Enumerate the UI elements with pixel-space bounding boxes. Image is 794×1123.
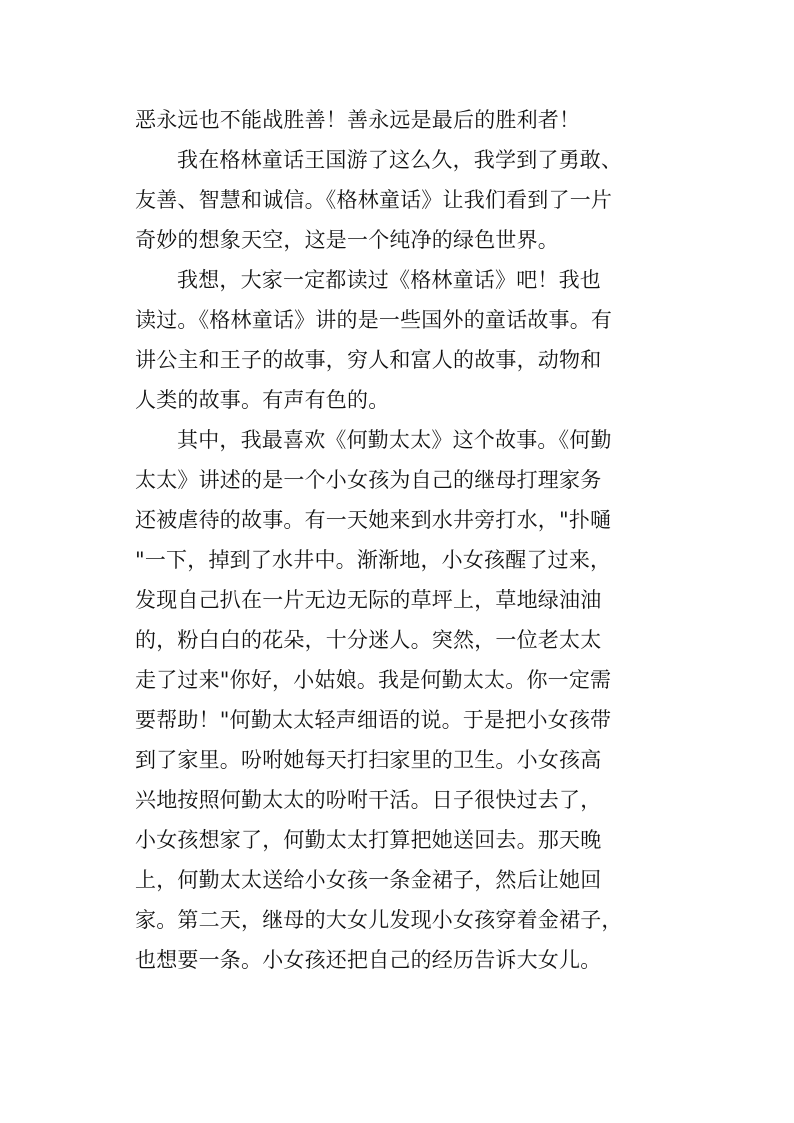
text-line: 发现自己扒在一片无边无际的草坪上，草地绿油油 [135,588,602,612]
text-line: 到了家里。吩咐她每天打扫家里的卫生。小女孩高 [135,748,602,772]
body-text [135,100,670,980]
text-line: "一下，掉到了水井中。渐渐地，小女孩醒了过来， [135,548,612,572]
text-line: 友善、智慧和诚信。《格林童话》让我们看到了一片 [135,188,613,212]
text-line: 读过。《格林童话》讲的是一些国外的童话故事。有 [135,308,613,332]
text-line: 家。第二天，继母的大女儿发现小女孩穿着金裙子， [135,908,623,932]
text-line: 上，何勤太太送给小女孩一条金裙子，然后让她回 [135,868,602,892]
text-line: 兴地按照何勤太太的吩咐干活。日子很快过去了， [135,788,602,812]
text-line: 的，粉白白的花朵，十分迷人。突然，一位老太太 [135,628,602,652]
paragraph-first-line: 我想，大家一定都读过《格林童话》吧！我也 [177,268,601,292]
text-line: 要帮助！"何勤太太轻声细语的说。于是把小女孩带 [135,708,612,732]
text-line: 走了过来"你好，小姑娘。我是何勤太太。你一定需 [135,668,612,692]
text-line: 恶永远也不能战胜善！善永远是最后的胜利者！ [135,108,581,132]
paragraph-first-line: 我在格林童话王国游了这么久，我学到了勇敢、 [177,148,623,172]
paragraph-first-line: 其中，我最喜欢《何勤太太》这个故事。《何勤 [177,428,612,452]
text-line: 也想要一条。小女孩还把自己的经历告诉大女儿。 [135,948,602,972]
text-line: 太太》讲述的是一个小女孩为自己的继母打理家务 [135,468,602,492]
text-line: 人类的故事。有声有色的。 [135,388,390,412]
text-line: 小女孩想家了，何勤太太打算把她送回去。那天晚 [135,828,602,852]
text-line: 讲公主和王子的故事，穷人和富人的故事，动物和 [135,348,602,372]
text-line: 还被虐待的故事。有一天她来到水井旁打水，"扑嗵 [135,508,612,532]
text-line: 奇妙的想象天空，这是一个纯净的绿色世界。 [135,228,559,252]
